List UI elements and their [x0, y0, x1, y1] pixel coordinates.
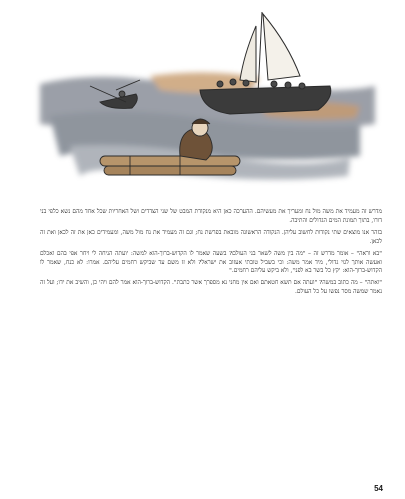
paragraph: "ואתה" – מה כתוב במשה? "ועתה אם תשא חטאתם ואם אין מחני נא מספרך אשר כתבת". הקדוש-ברוך-הוא אמר להם ויהי כן, והשיב את ידו; ועל זה נאמר שמשה מסר נפשו על כל העולם. [40, 280, 382, 296]
paragraph: מדרש זה מעמיד את משה מול נח ומעריך את מעשיהם. ההערכה כאן היא מנקודת המבט של שני הצדדים ושל האחריות שכל אחד מהם נשא כלפי בני דורו, בתוך תמונת המים הגדולים והתיבה. [40, 209, 382, 224]
page-number: 54 [374, 484, 383, 493]
article-text [40, 208, 382, 476]
paragraph: "בא וראה" – אומר מדרש זה – "מה בין משה לשאר בני העולם? בשעה שאמר לו הקדוש-ברוך-הוא למשה: 'ועתה הניחה לי ויחר אפי בהם ואכלם ואעשה אותך לגוי גדול', מיד אמר משה: וכי בשביל טובתי אעזוב את ישראל? ולא זז משם עד שביקש רחמים עליהם. אמרו: לא כנח, שאמר לו הקדוש-ברוך-הוא: 'קץ כל בשר בא לפני', ולא ביקש עליהם רחמים." [40, 250, 382, 275]
illustration-boat-and-raft [30, 6, 382, 204]
sailboat [200, 12, 331, 114]
paragraph: בזהר אנו מוצאים שתי נקודות לחשוב עליהן. הנקודה הראשונה מובאת בפרשת נח; וגם זה מעמיד את נח מול משה, ומעמידים כאן את זה לכאן ואת זה לכאן. [40, 229, 382, 245]
